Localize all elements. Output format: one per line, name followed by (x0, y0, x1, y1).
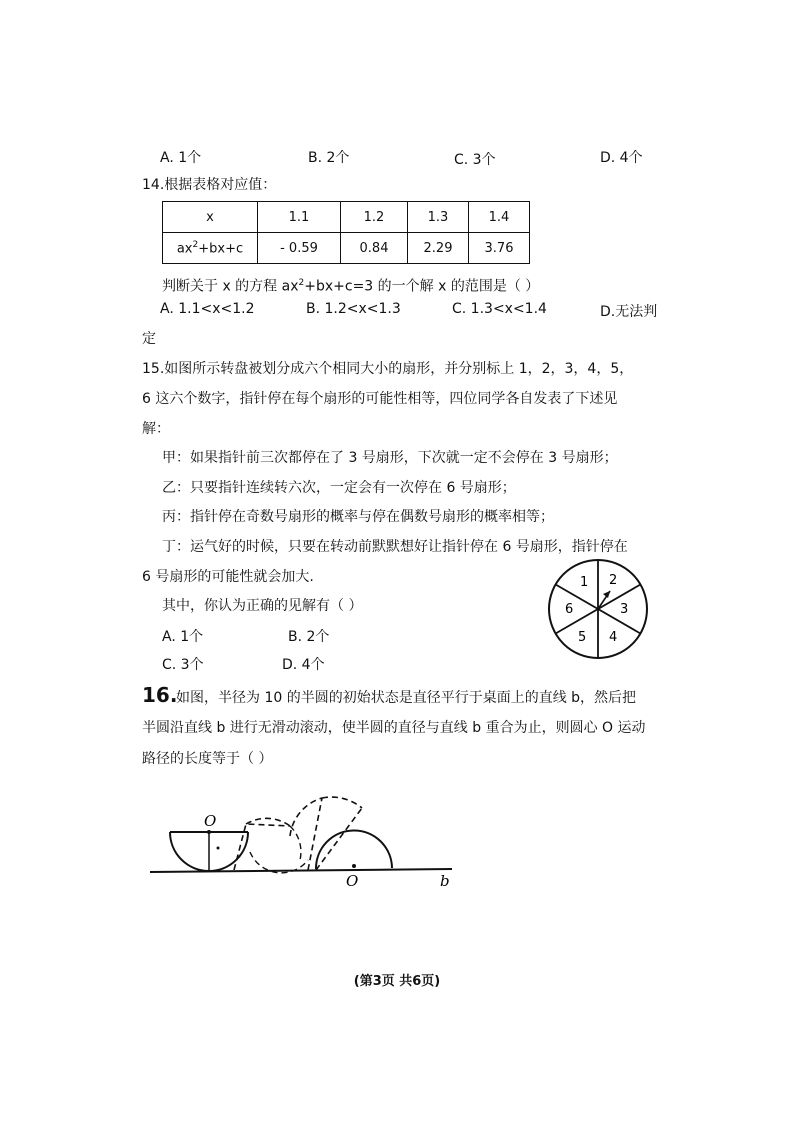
q15-stem-line: 6 这六个数字，指针停在每个扇形的可能性相等，四位同学各自发表了下述见 (142, 391, 618, 407)
table-cell: 1.3 (408, 202, 469, 233)
q13-option-d: D. 4个 (600, 150, 643, 166)
q14-option-wrap: 定 (142, 331, 156, 347)
q15-view-bing: 丙：指针停在奇数号扇形的概率与停在偶数号扇形的概率相等； (162, 509, 554, 525)
spinner-label-2: 2 (609, 573, 618, 588)
spinner-figure (540, 558, 660, 668)
table-row-y (163, 233, 530, 264)
table-cell: 0.84 (341, 233, 408, 264)
table-cell: 3.76 (469, 233, 530, 264)
q15-question: 其中，你认为正确的见解有（ ） (162, 598, 363, 614)
table-cell: 1.4 (469, 202, 530, 233)
q14-stem: 14.根据表格对应值： (142, 177, 277, 193)
q15-option-b: B. 2个 (288, 629, 330, 645)
q14-option-c: C. 1.3<x<1.4 (452, 301, 547, 317)
q15-view-ding: 丁：运气好的时候，只要在转动前默默想好让指针停在 6 号扇形，指针停在 (162, 539, 628, 555)
q15-option-d: D. 4个 (282, 657, 325, 673)
q14-question: 判断关于 x 的方程 $ax^2+bx+c=3$ 的一个解 x 的范围是（ ） (162, 278, 540, 295)
q16-line: 如图，半径为 10 的半圆的初始状态是直径平行于桌面上的直线 b，然后把 (176, 690, 637, 706)
q15-view-yi: 乙：只要指针连续转六次，一定会有一次停在 6 号扇形； (162, 480, 516, 496)
table-cell: 1.2 (341, 202, 408, 233)
q14-option-b: B. 1.2<x<1.3 (306, 301, 401, 317)
q16-line: 半圆沿直线 b 进行无滑动滚动，使半圆的直径与直线 b 重合为止，则圆心 O 运动 (142, 720, 646, 736)
q14-option-d: D.无法判 (600, 304, 658, 320)
q16-line: 路径的长度等于（ ） (142, 751, 273, 767)
spinner-label-4: 4 (609, 630, 618, 645)
table-cell: 1.1 (258, 202, 341, 233)
spinner-label-5: 5 (578, 630, 587, 645)
table-cell-x-label: x (163, 202, 258, 233)
q16-number: 16. (142, 683, 178, 707)
q15-stem-line: 解： (142, 421, 170, 437)
q15-option-a: A. 1个 (162, 629, 204, 645)
q15-option-c: C. 3个 (162, 657, 204, 673)
rolling-semicircle-figure (140, 786, 470, 890)
q13-option-c: C. 3个 (454, 152, 496, 168)
q15-stem-line: 15.如图所示转盘被划分成六个相同大小的扇形，并分别标上 1，2，3，4，5， (142, 361, 634, 377)
table-cell: - 0.59 (258, 233, 341, 264)
table-cell: 2.29 (408, 233, 469, 264)
q14-value-table (162, 201, 530, 264)
q13-option-a: A. 1个 (160, 150, 202, 166)
q15-view-jia: 甲：如果指针前三次都停在了 3 号扇形，下次就一定不会停在 3 号扇形； (162, 450, 618, 466)
spinner-label-1: 1 (580, 575, 589, 590)
label-o-top: O (204, 812, 217, 830)
label-b: b (440, 872, 450, 890)
q13-option-b: B. 2个 (308, 150, 350, 166)
spinner-label-6: 6 (565, 602, 574, 617)
q15-view-ding-cont: 6 号扇形的可能性就会加大. (142, 569, 314, 585)
q14-option-a: A. 1.1<x<1.2 (160, 301, 255, 317)
page-number: (第3页 共6页) (353, 974, 441, 989)
table-cell-y-label: $ax^2+bx+c$ (163, 233, 258, 264)
table-row-x (163, 202, 530, 233)
spinner-label-3: 3 (620, 602, 629, 617)
label-o-bottom: O (346, 872, 359, 890)
